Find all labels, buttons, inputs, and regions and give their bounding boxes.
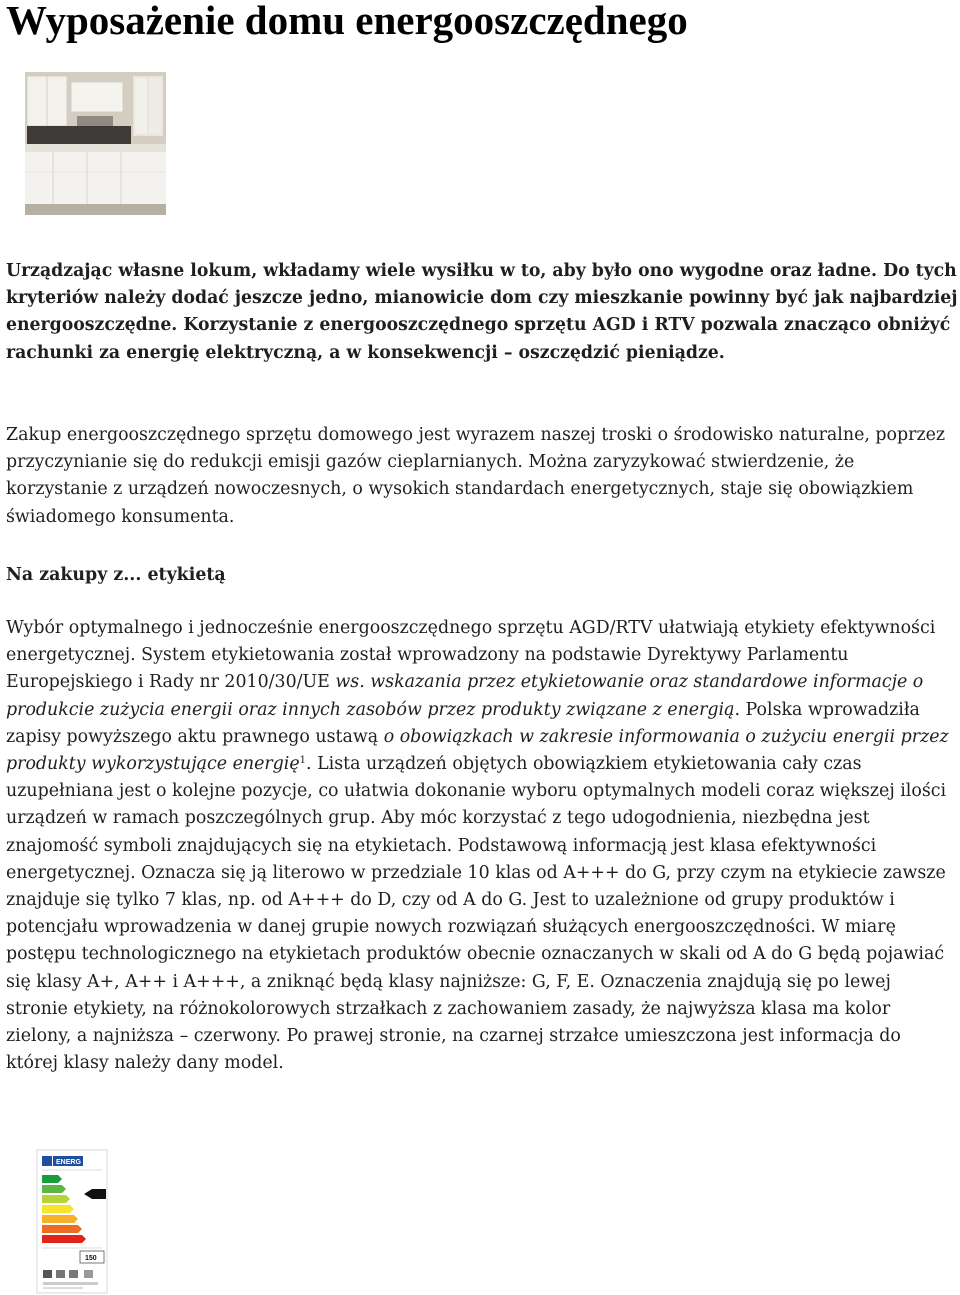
efficiency-class-arrow xyxy=(42,1175,62,1183)
paragraph-text: . Lista urządzeń objętych obowiązkiem etykietowania cały czas uzupełniana jest o kolejne pozycje, co ułatwia dokonanie wyboru optymalnych modeli coraz większej ilości urządzeń w ramach poszczególnych grup. Aby móc korzystać z tego udogodnienia, niezbędna jest znajomość symboli znajdujących się na etykietach. Podstawową informacją jest klasa efektywności energetycznej. Oznacza się ją literowo w przedziale 10 klas od A+++ do G, przy czym na etykiecie zawsze znajduje się tylko 7 klas, np. od A+++ do D, czy od A do G. Jest to uzależnione od grupy produktów i potencjału wprowadzenia w danej grupie nowych rozwiązań służących energooszczędności. W miarę postępu technologicznego na etykietach produktów obecnie oznaczanych w skali od A do G będą pojawiać się klasy A+, A++ i A+++, a zniknąć będą klasy najniższe: G, F, E. Oznaczenia znajdują się po lewej stronie etykiety, na różnokolorowych strzałkach z zachowaniem zasady, że najwyższa klasa ma kolor zielony, a najniższa – czerwony. Po prawej stronie, na czarnej strzałce umieszczona jest informacja do której klasy należy dany model. xyxy=(6,754,947,1074)
paragraph-text: . Polska wprowadziła zapisy powyższego aktu prawnego ustawą xyxy=(6,699,920,747)
pictogram-icon xyxy=(43,1270,52,1278)
body-paragraph-labels xyxy=(6,615,958,1077)
pictogram-icon xyxy=(69,1270,78,1278)
energy-label-illustration xyxy=(34,1148,110,1295)
pictogram-icon xyxy=(84,1270,93,1278)
energy-label-image xyxy=(34,1148,110,1295)
lead-paragraph: Urządzając własne lokum, wkładamy wiele wysiłku w to, aby było ono wygodne oraz ładne. Do tych kryteriów należy dodać jeszcze jedno, mianowicie dom czy mieszkanie powinny być jak najbardziej energooszczędne. Korzystanie z energooszczędnego sprzętu AGD i RTV pozwala znacząco obniżyć rachunki za energię elektryczną, a w konsekwencji – oszczędzić pieniądze. xyxy=(6,261,958,363)
paragraph-text: Wybór optymalnego i jednocześnie energooszczędnego sprzętu AGD/RTV ułatwiają etykiety efektywności energetycznej. System etykietowania został wprowadzony na podstawie Dyrektywy Parlamentu Europejskiego i Rady nr 2010/30/UE xyxy=(6,618,936,693)
efficiency-class-arrow xyxy=(42,1195,70,1203)
footnote-marker: 1 xyxy=(299,755,307,767)
kitchen-photo xyxy=(25,72,166,215)
section-heading: Na zakupy z... etykietą xyxy=(6,565,226,585)
efficiency-class-arrow xyxy=(42,1235,86,1243)
page-title: Wyposażenie domu energooszczędnego xyxy=(6,0,688,43)
eu-flag-icon xyxy=(42,1156,52,1166)
act-title: o obowiązkach w zakresie informowania o zużyciu energii przez produkty wykorzystujące energię xyxy=(6,726,949,775)
body-paragraph: Zakup energooszczędnego sprzętu domowego jest wyrazem naszej troski o środowisko naturalne, poprzez przyczynianie się do redukcji emisji gazów cieplarnianych. Można zaryzykować stwierdzenie, że korzystanie z urządzeń nowoczesnych, o wysokich standardach energetycznych, staje się obowiązkiem świadomego konsumenta. xyxy=(6,425,946,527)
energy-consumption-value: 150 xyxy=(85,1255,97,1262)
energy-label-header: ENERG xyxy=(56,1159,81,1166)
pictogram-icon xyxy=(56,1270,65,1278)
efficiency-class-arrow xyxy=(42,1185,66,1193)
efficiency-class-arrow xyxy=(42,1225,82,1233)
efficiency-class-arrow xyxy=(42,1205,74,1213)
kitchen-illustration xyxy=(25,72,166,215)
directive-title: ws. wskazania przez etykietowanie oraz standardowe informacje o produkcie zużycia energii oraz innych zasobów przez produkty związane z energią xyxy=(6,672,924,720)
efficiency-class-arrow xyxy=(42,1215,78,1223)
